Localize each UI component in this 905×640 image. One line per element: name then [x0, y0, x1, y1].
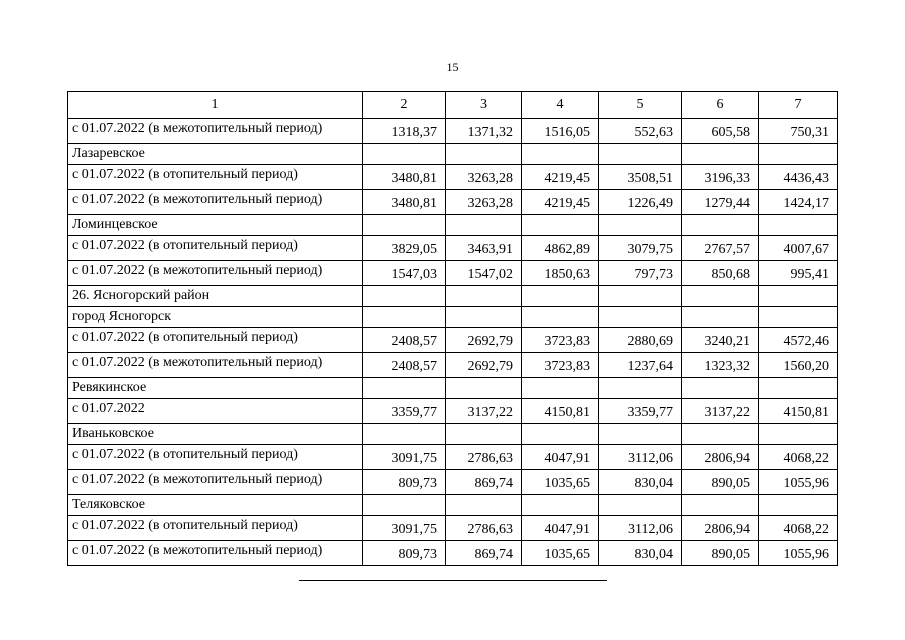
- table-cell: 2408,57: [363, 328, 446, 353]
- table-cell: 4007,67: [759, 236, 838, 261]
- row-label: с 01.07.2022 (в межотопительный период): [68, 119, 363, 144]
- table-row: [68, 399, 838, 424]
- table-cell: 2880,69: [599, 328, 682, 353]
- table-cell: 2786,63: [446, 445, 522, 470]
- table-cell: [599, 495, 682, 516]
- table-cell: [599, 378, 682, 399]
- table-row: [68, 541, 838, 566]
- table-cell: 4436,43: [759, 165, 838, 190]
- table-cell: 1560,20: [759, 353, 838, 378]
- table-cell: [363, 215, 446, 236]
- table-cell: 1279,44: [682, 190, 759, 215]
- row-label: с 01.07.2022 (в отопительный период): [68, 516, 363, 541]
- table-cell: 2806,94: [682, 516, 759, 541]
- column-header: 6: [682, 92, 759, 119]
- tariff-table: [67, 91, 838, 566]
- table-cell: 1055,96: [759, 470, 838, 495]
- row-label: с 01.07.2022: [68, 399, 363, 424]
- table-row: [68, 353, 838, 378]
- table-cell: [682, 215, 759, 236]
- table-cell: 1424,17: [759, 190, 838, 215]
- table-cell: [759, 424, 838, 445]
- table-cell: [682, 307, 759, 328]
- table-row: [68, 445, 838, 470]
- table-cell: [522, 378, 599, 399]
- table-cell: 3723,83: [522, 353, 599, 378]
- column-header: 2: [363, 92, 446, 119]
- table-cell: [522, 495, 599, 516]
- row-label: с 01.07.2022 (в отопительный период): [68, 445, 363, 470]
- table-cell: [446, 378, 522, 399]
- row-label: с 01.07.2022 (в межотопительный период): [68, 541, 363, 566]
- table-cell: 869,74: [446, 470, 522, 495]
- table-cell: [682, 424, 759, 445]
- table-cell: [599, 286, 682, 307]
- table-row: [68, 236, 838, 261]
- table-cell: [759, 378, 838, 399]
- table-cell: 1318,37: [363, 119, 446, 144]
- table-cell: 3079,75: [599, 236, 682, 261]
- table-row: [68, 261, 838, 286]
- table-cell: 4219,45: [522, 165, 599, 190]
- row-label: с 01.07.2022 (в межотопительный период): [68, 261, 363, 286]
- table-cell: 1226,49: [599, 190, 682, 215]
- table-cell: [446, 495, 522, 516]
- column-header: 5: [599, 92, 682, 119]
- table-cell: [522, 215, 599, 236]
- row-label: с 01.07.2022 (в межотопительный период): [68, 353, 363, 378]
- table-cell: 3137,22: [446, 399, 522, 424]
- row-label: с 01.07.2022 (в межотопительный период): [68, 470, 363, 495]
- table-cell: 4219,45: [522, 190, 599, 215]
- table-cell: 1547,03: [363, 261, 446, 286]
- table-cell: [363, 424, 446, 445]
- table-cell: 4068,22: [759, 445, 838, 470]
- table-cell: 797,73: [599, 261, 682, 286]
- table-cell: [682, 286, 759, 307]
- table-row: [68, 307, 838, 328]
- footer-divider: [299, 580, 607, 581]
- table-cell: 3480,81: [363, 165, 446, 190]
- table-cell: [599, 215, 682, 236]
- table-cell: 750,31: [759, 119, 838, 144]
- table-cell: 869,74: [446, 541, 522, 566]
- table-cell: 3112,06: [599, 516, 682, 541]
- table-header-row: [68, 92, 838, 119]
- table-cell: 4150,81: [759, 399, 838, 424]
- table-cell: [682, 495, 759, 516]
- table-cell: 1035,65: [522, 541, 599, 566]
- table-cell: [682, 144, 759, 165]
- table-cell: 1547,02: [446, 261, 522, 286]
- table-cell: 890,05: [682, 470, 759, 495]
- table-cell: [363, 144, 446, 165]
- table-cell: 809,73: [363, 470, 446, 495]
- table-row: [68, 328, 838, 353]
- table-cell: 3263,28: [446, 190, 522, 215]
- table-cell: 850,68: [682, 261, 759, 286]
- table-cell: 3240,21: [682, 328, 759, 353]
- table-row: [68, 286, 838, 307]
- row-label: с 01.07.2022 (в отопительный период): [68, 328, 363, 353]
- table-cell: 890,05: [682, 541, 759, 566]
- table-cell: 3112,06: [599, 445, 682, 470]
- table-cell: 1055,96: [759, 541, 838, 566]
- table-cell: 552,63: [599, 119, 682, 144]
- table-body: [68, 119, 838, 566]
- table-cell: 4047,91: [522, 516, 599, 541]
- table-cell: [522, 286, 599, 307]
- table-cell: [599, 144, 682, 165]
- table-cell: 2692,79: [446, 353, 522, 378]
- table-cell: [599, 307, 682, 328]
- table-cell: 3137,22: [682, 399, 759, 424]
- table-cell: 4572,46: [759, 328, 838, 353]
- table-row: [68, 516, 838, 541]
- row-label: 26. Ясногорский район: [68, 286, 363, 307]
- table-cell: [522, 307, 599, 328]
- table-cell: 1035,65: [522, 470, 599, 495]
- table-cell: [759, 495, 838, 516]
- table-cell: 3263,28: [446, 165, 522, 190]
- table-cell: [446, 286, 522, 307]
- table-row: [68, 424, 838, 445]
- table-cell: 3091,75: [363, 516, 446, 541]
- row-label: Лазаревское: [68, 144, 363, 165]
- table-cell: [446, 215, 522, 236]
- table-cell: 1323,32: [682, 353, 759, 378]
- column-header: 1: [68, 92, 363, 119]
- table-row: [68, 119, 838, 144]
- page-number: 15: [446, 60, 459, 74]
- table-cell: 2408,57: [363, 353, 446, 378]
- table-cell: [522, 144, 599, 165]
- table-cell: [759, 286, 838, 307]
- table-row: [68, 190, 838, 215]
- table-cell: 1850,63: [522, 261, 599, 286]
- table-cell: 3091,75: [363, 445, 446, 470]
- table-cell: 4862,89: [522, 236, 599, 261]
- table-cell: [759, 215, 838, 236]
- table-cell: [363, 307, 446, 328]
- table-cell: 995,41: [759, 261, 838, 286]
- table-cell: [759, 144, 838, 165]
- table-cell: 2767,57: [682, 236, 759, 261]
- table-cell: 3463,91: [446, 236, 522, 261]
- table-cell: [446, 307, 522, 328]
- table-cell: 2806,94: [682, 445, 759, 470]
- table-cell: 1371,32: [446, 119, 522, 144]
- table-cell: 3480,81: [363, 190, 446, 215]
- table-cell: [363, 378, 446, 399]
- column-header: 7: [759, 92, 838, 119]
- table-cell: [446, 144, 522, 165]
- row-label: Ревякинское: [68, 378, 363, 399]
- table-cell: 3829,05: [363, 236, 446, 261]
- table-cell: 2786,63: [446, 516, 522, 541]
- row-label: Ломинцевское: [68, 215, 363, 236]
- table-cell: 605,58: [682, 119, 759, 144]
- row-label: город Ясногорск: [68, 307, 363, 328]
- row-label: Иваньковское: [68, 424, 363, 445]
- table-cell: 3508,51: [599, 165, 682, 190]
- table-row: [68, 378, 838, 399]
- table-cell: [682, 378, 759, 399]
- table-row: [68, 215, 838, 236]
- table-row: [68, 144, 838, 165]
- table-cell: [363, 286, 446, 307]
- row-label: с 01.07.2022 (в отопительный период): [68, 236, 363, 261]
- table-cell: [446, 424, 522, 445]
- table-cell: 2692,79: [446, 328, 522, 353]
- table-cell: 4150,81: [522, 399, 599, 424]
- table-cell: 1516,05: [522, 119, 599, 144]
- row-label: Теляковское: [68, 495, 363, 516]
- column-header: 4: [522, 92, 599, 119]
- table-cell: 3723,83: [522, 328, 599, 353]
- table-cell: 3359,77: [599, 399, 682, 424]
- column-header: 3: [446, 92, 522, 119]
- table-cell: 809,73: [363, 541, 446, 566]
- table-cell: [363, 495, 446, 516]
- table-cell: 1237,64: [599, 353, 682, 378]
- table-row: [68, 495, 838, 516]
- table-cell: 4068,22: [759, 516, 838, 541]
- table-cell: 3359,77: [363, 399, 446, 424]
- table-cell: 4047,91: [522, 445, 599, 470]
- table-row: [68, 165, 838, 190]
- table-cell: [522, 424, 599, 445]
- row-label: с 01.07.2022 (в межотопительный период): [68, 190, 363, 215]
- table-row: [68, 470, 838, 495]
- table-cell: 830,04: [599, 541, 682, 566]
- table-cell: [759, 307, 838, 328]
- table-cell: 830,04: [599, 470, 682, 495]
- row-label: с 01.07.2022 (в отопительный период): [68, 165, 363, 190]
- table-cell: [599, 424, 682, 445]
- table-cell: 3196,33: [682, 165, 759, 190]
